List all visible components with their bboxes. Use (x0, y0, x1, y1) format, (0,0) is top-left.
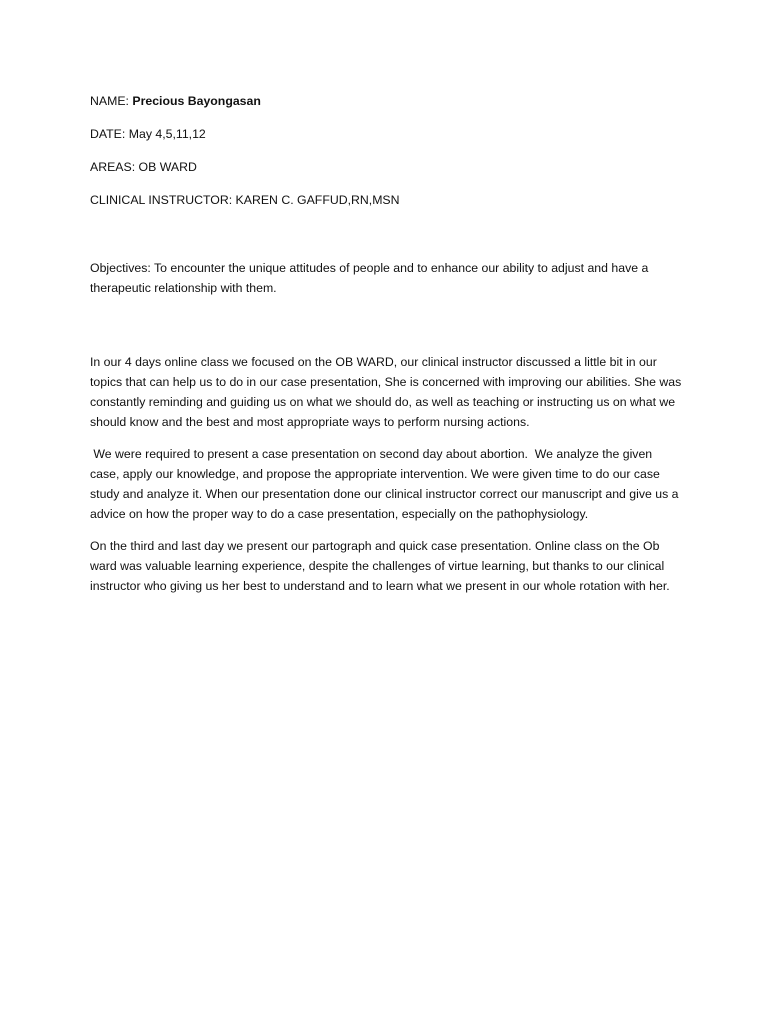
name-line (90, 94, 680, 109)
date-line (90, 127, 680, 142)
instructor-label: CLINICAL INSTRUCTOR: (90, 193, 233, 207)
body-paragraph-1: In our 4 days online class we focused on the OB WARD, our clinical instructor discussed a little bit in our topics that can help us to do in our case presentation, She is concerned with improving our abilities. She was constantly reminding and guiding us on what we should do, as well as teaching or instructing us on what we should know and the best and most appropriate ways to perform nursing actions. (90, 355, 682, 429)
date-value: May 4,5,11,12 (128, 127, 206, 141)
areas-label: AREAS: (90, 160, 136, 174)
spacer (90, 310, 680, 352)
instructor-value: KAREN C. GAFFUD,RN,MSN (235, 193, 400, 207)
name-label: NAME: (90, 94, 129, 108)
areas-value: OB WARD (138, 160, 197, 174)
name-value: Precious Bayongasan (132, 94, 261, 108)
body-paragraph-3: On the third and last day we present our partograph and quick case presentation. Online class on the Ob ward was valuable learning experience, despite the challenges of virtue learning, but thanks to our clinical instructor who giving us her best to understand and to learn what we present in our whole rotation with her. (90, 539, 670, 593)
spacer (90, 226, 680, 258)
instructor-line (90, 193, 680, 208)
date-label: DATE: (90, 127, 126, 141)
body-paragraph-2: We were required to present a case presentation on second day about abortion. We analyze the given case, apply our knowledge, and propose the appropriate intervention. We were given time to do our case study and analyze it. When our presentation done our clinical instructor correct our manuscript and give us a advice on how the proper way to do a case presentation, especially on the pathophysiology. (90, 447, 679, 521)
areas-line (90, 160, 680, 175)
objectives-paragraph: Objectives: To encounter the unique attitudes of people and to enhance our ability to adjust and have a therapeutic relationship with them. (90, 261, 649, 295)
